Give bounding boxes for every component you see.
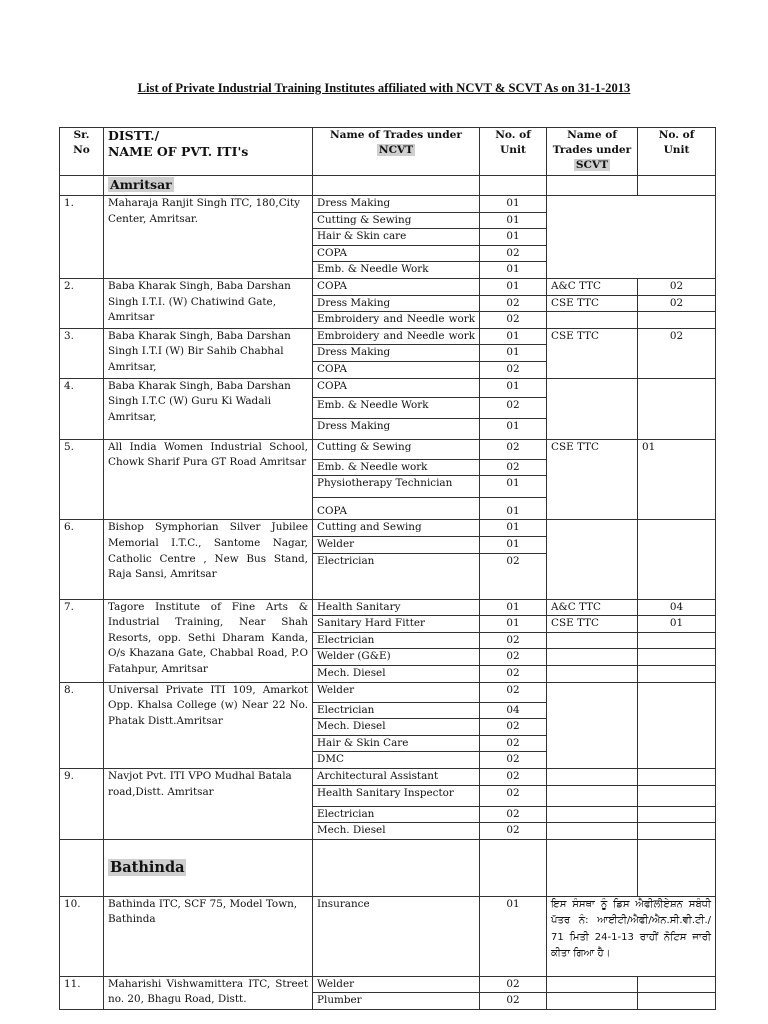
institute-name: Baba Kharak Singh, Baba Darshan Singh I.T.I. (W) Chatiwind Gate, Amritsar <box>104 279 313 329</box>
district-name: Amritsar <box>110 177 172 192</box>
header-ncvt-units: No. of Unit <box>480 128 547 176</box>
table-row: 6. Bishop Symphorian Silver Jubilee Memorial I.T.C., Santome Nagar, Catholic Centre , New Bus Stand, Raja Sansi, Amritsar Cutting and Sewing 01 <box>60 520 716 537</box>
iti-table: Sr. No DISTT./ NAME OF PVT. ITI's Name of Trades under NCVT No. of Unit Name of Trades under SCVT No. of Unit Amritsar 1. Maharaja Ranjit Singh ITC, 180,City Center, Amritsar. Dress Making 01 Cutting & Sewing 01 Hair & Skin care 01 COPA 02 Emb. & Needle Work 01 2. Baba Kharak Singh, Baba Darshan Singh I.T.I. (W) Chatiwind Gate, Amritsar COPA 01 A&C TTC 02 Dress Making 02 CSE TTC 02 Embroidery and Needle work 02 3. Baba Kharak Singh, Baba Darshan Singh I.T.I (W) Bir Sahib Chabhal Amritsar, Embroidery and Needle work 01 CSE TTC 02 Dress Making 01 COPA 02 4. Baba Kharak Singh, Baba Darshan Singh I.T.C (W) Guru Ki Wadali Amritsar, COPA 01 Emb. & Needle Work 02 Dress Making 01 5. All India Women Industrial School, Chowk Sharif Pura GT Road Amritsar Cutting & Sewing 02 CSE TTC 01 Emb. & Needle work 02 Physiotherapy Technician 01 COPA 01 6. Bishop Symphorian Silver Jubilee Memorial I.T.C., Santome Nagar, Catholic Centre , New Bus Stand, Raja Sansi, Amritsar Cutting and Sewing 01 Welder 01 Electrician 02 7. Tagore Institute of Fine Arts & Industrial Training, Near Shah Resorts, opp. Sethi Dharam Kanda, O/s Khazana Gate, Chabbal Road, P.O Fatahpur, Amritsar Health Sanitary 01 A&C TTC 04 Sanitary Hard Fitter 01 CSE TTC 01 Electrician 02 Welder (G&E) 02 Mech. Diesel 02 8. Universal Private ITI 109, Amarkot Opp. Khalsa College (w) Near 22 No. Phatak Distt.Amritsar Welder 02 Electrician 04 Mech. Diesel 02 Hair & Skin Care 02 DMC 02 9. Navjot Pvt. ITI VPO Mudhal Batala road,Distt. Amritsar Architectural Assistant 02 Health Sanitary Inspector 02 Electrician 02 Mech. Diesel 02 Bathinda 10. Bathinda ITC, SCF 75, Model Town, Bathinda Insurance 01 ਇਸ ਸੰਸਥਾ ਨੂੰ ਡਿਸ ਐਫੀਲੀਏਸ਼ਨ ਸਬੰਧੀ ਪੱਤਰ ਨੰ: ਆਈਟੀ/ਐਫੀ/ਐਨ.ਸੀ.ਵੀ.ਟੀ./ 71 ਮਿਤੀ 24-1-13 ਰਾਹੀਂ ਨੋਟਿਸ ਜਾਰੀ ਕੀਤਾ ਗਿਆ ਹੈ। 11. Maharishi Vishwamittera ITC, Street no. 20, Bhagu Road, Distt. Welder 02 Plumber 02 <box>59 127 716 1010</box>
institute-name: Tagore Institute of Fine Arts & Industrial Training, Near Shah Resorts, opp. Sethi Dharam Kanda, O/s Khazana Gate, Chabbal Road, P.O Fatahpur, Amritsar <box>104 599 313 682</box>
institute-name: Baba Kharak Singh, Baba Darshan Singh I.T.C (W) Guru Ki Wadali Amritsar, <box>104 378 313 439</box>
district-row <box>60 839 716 896</box>
header-sr: Sr. No <box>60 128 104 176</box>
institute-name: Bishop Symphorian Silver Jubilee Memorial I.T.C., Santome Nagar, Catholic Centre , New Bus Stand, Raja Sansi, Amritsar <box>104 520 313 599</box>
table-row: 5. All India Women Industrial School, Chowk Sharif Pura GT Road Amritsar Cutting & Sewing 02 CSE TTC 01 <box>60 439 716 459</box>
header-scvt-trades: Name of Trades under SCVT <box>547 128 638 176</box>
table-row: 4. Baba Kharak Singh, Baba Darshan Singh I.T.C (W) Guru Ki Wadali Amritsar, COPA 01 <box>60 378 716 397</box>
document-title: List of Private Industrial Training Institutes affiliated with NCVT & SCVT As on 31-1-2013 <box>137 81 631 95</box>
table-row: 9. Navjot Pvt. ITI VPO Mudhal Batala road,Distt. Amritsar Architectural Assistant 02 <box>60 769 716 786</box>
institute-name: Navjot Pvt. ITI VPO Mudhal Batala road,Distt. Amritsar <box>104 769 313 840</box>
header-ncvt-trades: Name of Trades under NCVT <box>313 128 480 176</box>
district-name: Bathinda <box>110 858 185 876</box>
institute-name: All India Women Industrial School, Chowk Sharif Pura GT Road Amritsar <box>104 439 313 520</box>
table-row: 2. Baba Kharak Singh, Baba Darshan Singh I.T.I. (W) Chatiwind Gate, Amritsar COPA 01 A&C TTC 02 <box>60 279 716 296</box>
institute-name: Bathinda ITC, SCF 75, Model Town, Bathinda <box>104 896 313 976</box>
table-row: 3. Baba Kharak Singh, Baba Darshan Singh I.T.I (W) Bir Sahib Chabhal Amritsar, Embroidery and Needle work 01 CSE TTC 02 <box>60 328 716 345</box>
district-row <box>60 176 716 196</box>
institute-name: Baba Kharak Singh, Baba Darshan Singh I.T.I (W) Bir Sahib Chabhal Amritsar, <box>104 328 313 378</box>
table-row: 11. Maharishi Vishwamittera ITC, Street no. 20, Bhagu Road, Distt. Welder 02 <box>60 976 716 993</box>
table-row: 8. Universal Private ITI 109, Amarkot Opp. Khalsa College (w) Near 22 No. Phatak Distt.Amritsar Welder 02 <box>60 682 716 702</box>
table-row: 1. Maharaja Ranjit Singh ITC, 180,City Center, Amritsar. Dress Making 01 <box>60 196 716 213</box>
disaffiliation-note: ਇਸ ਸੰਸਥਾ ਨੂੰ ਡਿਸ ਐਫੀਲੀਏਸ਼ਨ ਸਬੰਧੀ ਪੱਤਰ ਨੰ: ਆਈਟੀ/ਐਫੀ/ਐਨ.ਸੀ.ਵੀ.ਟੀ./ 71 ਮਿਤੀ 24-1-13 ਰਾਹੀਂ ਨੋਟਿਸ ਜਾਰੀ ਕੀਤਾ ਗਿਆ ਹੈ। <box>547 896 716 976</box>
table-row: 10. Bathinda ITC, SCF 75, Model Town, Bathinda Insurance 01 ਇਸ ਸੰਸਥਾ ਨੂੰ ਡਿਸ ਐਫੀਲੀਏਸ਼ਨ ਸਬੰਧੀ ਪੱਤਰ ਨੰ: ਆਈਟੀ/ਐਫੀ/ਐਨ.ਸੀ.ਵੀ.ਟੀ./ 71 ਮਿਤੀ 24-1-13 ਰਾਹੀਂ ਨੋਟਿਸ ਜਾਰੀ ਕੀਤਾ ਗਿਆ ਹੈ। <box>60 896 716 976</box>
institute-name: Maharishi Vishwamittera ITC, Street no. 20, Bhagu Road, Distt. <box>104 976 313 1009</box>
table-header-row <box>60 128 716 176</box>
header-distt: DISTT./ NAME OF PVT. ITI's <box>104 128 313 176</box>
institute-name: Universal Private ITI 109, Amarkot Opp. Khalsa College (w) Near 22 No. Phatak Distt.Amritsar <box>104 682 313 768</box>
header-scvt-units: No. of Unit <box>638 128 716 176</box>
table-row: 7. Tagore Institute of Fine Arts & Industrial Training, Near Shah Resorts, opp. Sethi Dharam Kanda, O/s Khazana Gate, Chabbal Road, P.O Fatahpur, Amritsar Health Sanitary 01 A&C TTC 04 <box>60 599 716 616</box>
institute-name: Maharaja Ranjit Singh ITC, 180,City Center, Amritsar. <box>104 196 313 279</box>
